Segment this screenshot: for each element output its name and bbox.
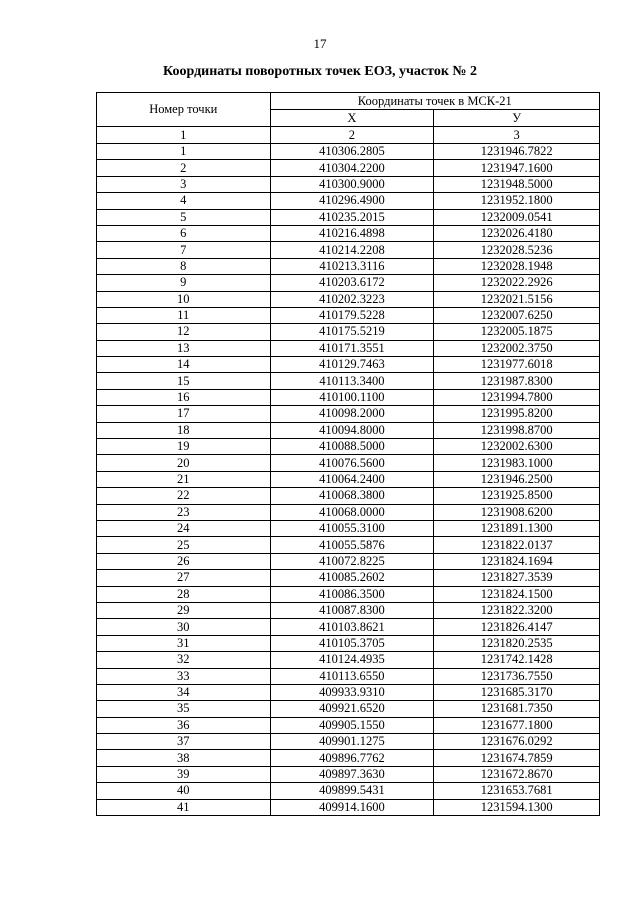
x-coordinate-cell: 410306.2805 [270,144,434,160]
x-coordinate-cell: 410094.8000 [270,422,434,438]
x-coordinate-cell: 410214.2208 [270,242,434,258]
header-row [97,93,600,110]
y-coordinate-cell: 1231827.3539 [434,570,600,586]
table-row [97,439,600,455]
point-number-cell: 4 [97,193,271,209]
x-coordinate-cell: 410129.7463 [270,357,434,373]
point-number-cell: 24 [97,520,271,536]
y-coordinate-cell: 1231736.7550 [434,668,600,684]
table-row [97,406,600,422]
point-number-cell: 38 [97,750,271,766]
y-coordinate-cell: 1232002.3750 [434,340,600,356]
y-coordinate-cell: 1231946.2500 [434,471,600,487]
table-row [97,520,600,536]
header-coords-group: Координаты точек в МСК-21 [270,93,599,110]
point-number-cell: 3 [97,176,271,192]
point-number-cell: 6 [97,225,271,241]
x-coordinate-cell: 410296.4900 [270,193,434,209]
x-coordinate-cell: 409901.1275 [270,734,434,750]
table-row [97,422,600,438]
x-coordinate-cell: 409933.9310 [270,684,434,700]
x-coordinate-cell: 410179.5228 [270,307,434,323]
point-number-cell: 39 [97,766,271,782]
y-coordinate-cell: 1231681.7350 [434,701,600,717]
table-row [97,652,600,668]
table-row [97,635,600,651]
point-number-cell: 2 [97,160,271,176]
x-coordinate-cell: 410213.3116 [270,258,434,274]
y-coordinate-cell: 1232026.4180 [434,225,600,241]
point-number-cell: 36 [97,717,271,733]
point-number-cell: 26 [97,553,271,569]
x-coordinate-cell: 410124.4935 [270,652,434,668]
point-number-cell: 35 [97,701,271,717]
table-row [97,455,600,471]
point-number-cell: 27 [97,570,271,586]
table-row [97,717,600,733]
x-coordinate-cell: 410086.3500 [270,586,434,602]
x-coordinate-cell: 410235.2015 [270,209,434,225]
y-coordinate-cell: 1231820.2535 [434,635,600,651]
table-row [97,275,600,291]
point-number-cell: 37 [97,734,271,750]
table-row [97,750,600,766]
table-row [97,357,600,373]
y-coordinate-cell: 1231983.1000 [434,455,600,471]
y-coordinate-cell: 1231676.0292 [434,734,600,750]
table-row [97,488,600,504]
point-number-cell: 16 [97,389,271,405]
x-coordinate-cell: 410113.6550 [270,668,434,684]
point-number-cell: 31 [97,635,271,651]
y-coordinate-cell: 1231908.6200 [434,504,600,520]
header-point-number: Номер точки [97,93,271,127]
table-row [97,144,600,160]
y-coordinate-cell: 1231994.7800 [434,389,600,405]
point-number-cell: 18 [97,422,271,438]
table-row [97,619,600,635]
table-row [97,258,600,274]
y-coordinate-cell: 1231952.1800 [434,193,600,209]
document-title: Координаты поворотных точек ЕОЗ, участок № 2 [163,64,477,79]
x-coordinate-cell: 409921.6520 [270,701,434,717]
point-number-cell: 34 [97,684,271,700]
point-number-cell: 41 [97,799,271,815]
x-coordinate-cell: 410203.6172 [270,275,434,291]
index-cell: 2 [270,127,434,144]
y-coordinate-cell: 1231948.5000 [434,176,600,192]
x-coordinate-cell: 410105.3705 [270,635,434,651]
point-number-cell: 15 [97,373,271,389]
point-number-cell: 22 [97,488,271,504]
point-number-cell: 19 [97,439,271,455]
point-number-cell: 20 [97,455,271,471]
y-coordinate-cell: 1231946.7822 [434,144,600,160]
x-coordinate-cell: 410171.3551 [270,340,434,356]
x-coordinate-cell: 410304.2200 [270,160,434,176]
header-y: У [434,110,600,127]
point-number-cell: 17 [97,406,271,422]
y-coordinate-cell: 1231998.8700 [434,422,600,438]
x-coordinate-cell: 410300.9000 [270,176,434,192]
x-coordinate-cell: 410098.2000 [270,406,434,422]
y-coordinate-cell: 1231672.8670 [434,766,600,782]
point-number-cell: 30 [97,619,271,635]
y-coordinate-cell: 1231891.1300 [434,520,600,536]
table-row [97,537,600,553]
x-coordinate-cell: 409914.1600 [270,799,434,815]
point-number-cell: 25 [97,537,271,553]
y-coordinate-cell: 1232005.1875 [434,324,600,340]
table-row [97,684,600,700]
x-coordinate-cell: 410068.3800 [270,488,434,504]
point-number-cell: 10 [97,291,271,307]
x-coordinate-cell: 410087.8300 [270,602,434,618]
point-number-cell: 11 [97,307,271,323]
table-row [97,783,600,799]
point-number-cell: 9 [97,275,271,291]
x-coordinate-cell: 410068.0000 [270,504,434,520]
y-coordinate-cell: 1231925.8500 [434,488,600,504]
y-coordinate-cell: 1231822.0137 [434,537,600,553]
table-row [97,242,600,258]
x-coordinate-cell: 409896.7762 [270,750,434,766]
table-row [97,766,600,782]
point-number-cell: 23 [97,504,271,520]
table-row [97,734,600,750]
table-row [97,553,600,569]
y-coordinate-cell: 1231653.7681 [434,783,600,799]
header-x: Х [270,110,434,127]
x-coordinate-cell: 410055.5876 [270,537,434,553]
point-number-cell: 13 [97,340,271,356]
x-coordinate-cell: 410175.5219 [270,324,434,340]
table-row [97,209,600,225]
x-coordinate-cell: 409905.1550 [270,717,434,733]
table-row [97,340,600,356]
table-row [97,668,600,684]
y-coordinate-cell: 1231822.3200 [434,602,600,618]
x-coordinate-cell: 410076.5600 [270,455,434,471]
y-coordinate-cell: 1231995.8200 [434,406,600,422]
y-coordinate-cell: 1231674.7859 [434,750,600,766]
point-number-cell: 7 [97,242,271,258]
table-row [97,570,600,586]
x-coordinate-cell: 410064.2400 [270,471,434,487]
index-cell: 3 [434,127,600,144]
y-coordinate-cell: 1231685.3170 [434,684,600,700]
point-number-cell: 1 [97,144,271,160]
y-coordinate-cell: 1231977.6018 [434,357,600,373]
table-row [97,160,600,176]
y-coordinate-cell: 1232007.6250 [434,307,600,323]
x-coordinate-cell: 410103.8621 [270,619,434,635]
x-coordinate-cell: 410100.1100 [270,389,434,405]
point-number-cell: 40 [97,783,271,799]
y-coordinate-cell: 1231677.1800 [434,717,600,733]
x-coordinate-cell: 409897.3630 [270,766,434,782]
point-number-cell: 33 [97,668,271,684]
point-number-cell: 32 [97,652,271,668]
point-number-cell: 28 [97,586,271,602]
coordinates-table [96,92,600,816]
y-coordinate-cell: 1232022.2926 [434,275,600,291]
table-row [97,701,600,717]
table-row [97,471,600,487]
y-coordinate-cell: 1231594.1300 [434,799,600,815]
y-coordinate-cell: 1232021.5156 [434,291,600,307]
point-number-cell: 14 [97,357,271,373]
x-coordinate-cell: 410202.3223 [270,291,434,307]
y-coordinate-cell: 1232028.5236 [434,242,600,258]
table-row [97,602,600,618]
index-row [97,127,600,144]
y-coordinate-cell: 1231824.1500 [434,586,600,602]
point-number-cell: 29 [97,602,271,618]
table-body [97,144,600,816]
table-row [97,373,600,389]
table-row [97,193,600,209]
y-coordinate-cell: 1231826.4147 [434,619,600,635]
x-coordinate-cell: 410113.3400 [270,373,434,389]
x-coordinate-cell: 409899.5431 [270,783,434,799]
x-coordinate-cell: 410055.3100 [270,520,434,536]
index-cell: 1 [97,127,271,144]
y-coordinate-cell: 1232002.6300 [434,439,600,455]
y-coordinate-cell: 1231824.1694 [434,553,600,569]
point-number-cell: 5 [97,209,271,225]
table-row [97,307,600,323]
point-number-cell: 8 [97,258,271,274]
x-coordinate-cell: 410085.2602 [270,570,434,586]
x-coordinate-cell: 410088.5000 [270,439,434,455]
page-number: 17 [313,36,327,51]
table-row [97,799,600,815]
y-coordinate-cell: 1232028.1948 [434,258,600,274]
y-coordinate-cell: 1232009.0541 [434,209,600,225]
table-row [97,176,600,192]
x-coordinate-cell: 410216.4898 [270,225,434,241]
x-coordinate-cell: 410072.8225 [270,553,434,569]
point-number-cell: 21 [97,471,271,487]
table-row [97,225,600,241]
table-row [97,504,600,520]
table-row [97,324,600,340]
table-row [97,389,600,405]
table-row [97,291,600,307]
y-coordinate-cell: 1231742.1428 [434,652,600,668]
y-coordinate-cell: 1231947.1600 [434,160,600,176]
y-coordinate-cell: 1231987.8300 [434,373,600,389]
table-row [97,586,600,602]
point-number-cell: 12 [97,324,271,340]
